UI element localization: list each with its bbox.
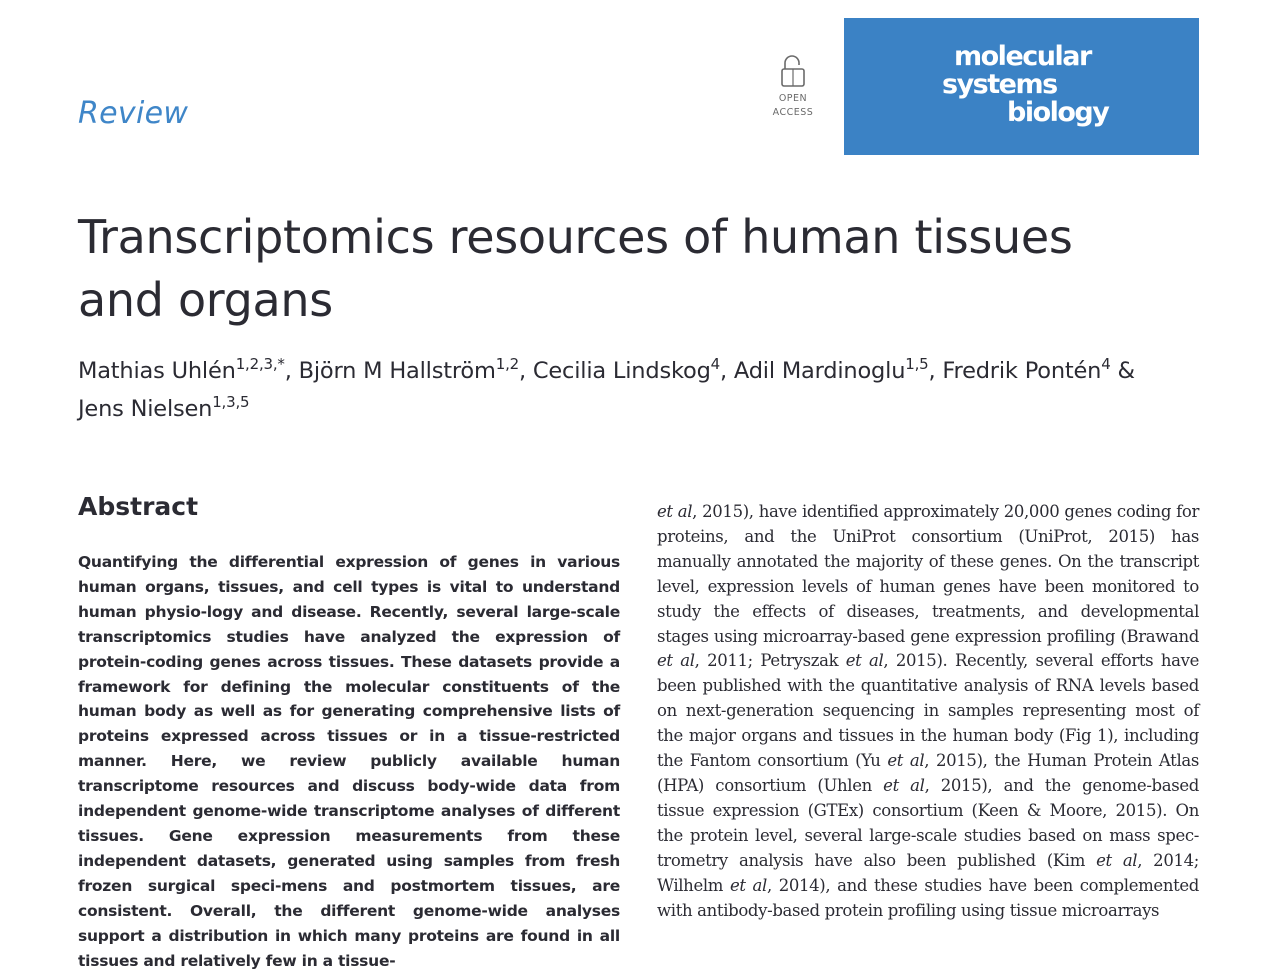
journal-logo-line1: molecular <box>954 41 1091 72</box>
author-affiliation: 1,3,5 <box>212 393 250 411</box>
body-text-column <box>657 500 1199 923</box>
journal-logo-line3: biology <box>1007 97 1109 128</box>
citation-etal: et al <box>657 651 695 671</box>
open-access-line1: OPEN <box>778 93 808 104</box>
journal-logo <box>844 18 1199 155</box>
citation-etal: et al <box>845 651 884 671</box>
author-separator: & <box>1110 358 1135 384</box>
author-separator: , <box>284 358 299 384</box>
article-title <box>78 206 1118 332</box>
body-text-segment: , 2015), the Human Protein Atlas (HPA) consortium (Uhlen <box>657 751 1199 795</box>
citation-etal: et al <box>729 875 767 895</box>
article-title-line2: and organs <box>78 273 333 327</box>
author-name: Björn M Hallström <box>298 358 496 384</box>
author-list <box>78 352 1203 428</box>
abstract-text: Quantifying the differential expression of genes in various human organs, tissues, and cell types is vital to understand human physio-logy and disease. Recently, several large-scale transcriptomics studies have analyzed the expression of protein-coding genes across tissues. These datasets provide a framework for defining the molecular constituents of the human body as well as for generating comprehensive lists of proteins expressed across tissues or in a tissue-restricted manner. Here, we review publicly available human transcriptome resources and discuss body-wide data from independent genome-wide transcriptome analyses of different tissues. Gene expression measurements from these independent datasets, generated using samples from fresh frozen surgical speci-mens and postmortem tissues, are consistent. Overall, the different genome-wide analyses support a distribution in which many proteins are found in all tissues and relatively few in a tissue- <box>78 553 620 970</box>
author-affiliation: 4 <box>710 355 720 373</box>
abstract-heading: Abstract <box>78 492 199 521</box>
author-affiliation: 1,2,3,* <box>235 355 285 373</box>
open-padlock-icon <box>780 54 806 88</box>
author-name: Jens Nielsen <box>78 396 213 422</box>
section-label: Review <box>78 96 189 131</box>
citation-etal: et al <box>883 775 925 795</box>
citation-etal: et al <box>887 751 925 771</box>
article-title-line1: Transcriptomics resources of human tissues <box>78 210 1073 264</box>
body-text-segment: , 2011; Petryszak <box>694 651 846 671</box>
body-text-segment: , 2014; Wilhelm <box>657 850 1199 895</box>
author-separator: , <box>928 358 943 384</box>
body-text-segment: , 2015). Recently, several efforts have been published with the quantitative analysis of RNA levels based on next-generation sequencing in samples representing most of the major organs and tissues in the human body (Fig 1), including the Fantom consortium (Yu <box>657 651 1199 771</box>
author-separator: , <box>519 358 533 384</box>
open-access-line2: ACCESS <box>772 107 814 118</box>
author-separator: , <box>720 358 734 384</box>
body-text-segment: , 2014), and these studies have been complemented with antibody-based protein profiling using tissue microarrays <box>657 875 1200 920</box>
author-name: Adil Mardinoglu <box>733 358 906 384</box>
author-affiliation: 1,5 <box>905 355 929 373</box>
body-text-segment: , 2015), have identified approximately 20,000 genes coding for proteins, and the UniProt consortium (UniProt, 2015) has manually annotated the majority of these genes. On the transcript level, expression levels of human genes have been monitored to study the effects of diseases, treatments, and developmental stages using microarray-based gene expression profiling (Brawand <box>657 502 1199 646</box>
journal-logo-line2: systems <box>942 69 1057 100</box>
citation-etal: et al <box>1096 850 1138 870</box>
author-name: Mathias Uhlén <box>78 358 236 384</box>
author-name: Fredrik Pontén <box>942 358 1102 384</box>
author-name: Cecilia Lindskog <box>532 358 711 384</box>
author-affiliation: 1,2 <box>495 355 519 373</box>
citation-etal: et al <box>657 502 693 521</box>
body-text-segment: , 2015), and the genome-based tissue expression (GTEx) consortium (Keen & Moore, 2015). On the protein level, several large-scale studies based on mass spec-trometry analysis have also been published (Kim <box>657 775 1199 870</box>
open-access-badge <box>770 54 816 120</box>
author-affiliation: 4 <box>1101 355 1111 373</box>
